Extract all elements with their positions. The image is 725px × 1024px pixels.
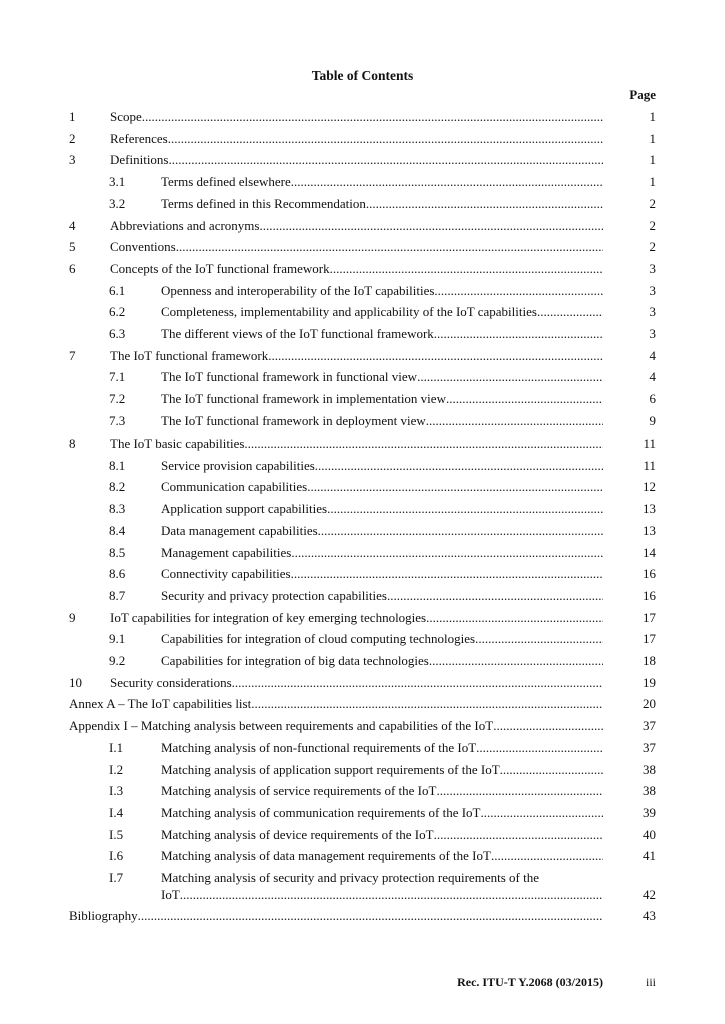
entry-title: The IoT functional framework in implementation view (161, 391, 446, 407)
entry-page: 4 (649, 347, 656, 363)
dot-leader (426, 610, 603, 626)
toc-entry-bibliography[interactable] (69, 908, 656, 930)
toc-title: Table of Contents (311, 68, 414, 83)
toc-entry[interactable] (69, 870, 656, 913)
entry-title: Data management capabilities (161, 522, 318, 538)
entry-title: Application support capabilities (161, 501, 328, 517)
toc-entry[interactable] (69, 740, 656, 762)
dot-leader (493, 718, 603, 734)
entry-title: The IoT functional framework in functional view (161, 369, 418, 385)
dot-leader (318, 523, 603, 539)
entry-page: 20 (643, 696, 656, 712)
entry-page: 3 (649, 260, 656, 276)
entry-title-continued: IoT (161, 887, 180, 902)
entry-title: Completeness, implementability and applicability of the IoT capabilities (161, 304, 537, 320)
entry-page: 14 (643, 544, 656, 560)
entry-number: 9 (69, 609, 76, 625)
entry-page: 3 (649, 326, 656, 341)
dot-leader (138, 908, 603, 924)
dot-leader (491, 848, 603, 864)
entry-number: 6.2 (109, 304, 126, 320)
entry-page: 42 (643, 887, 656, 902)
dot-leader (142, 109, 603, 125)
toc-entry[interactable] (69, 675, 656, 697)
entry-title: Connectivity capabilities (161, 566, 291, 582)
entry-title: The IoT functional framework in deployment view (161, 412, 426, 428)
dot-leader (475, 631, 603, 647)
entry-title: Security and privacy protection capabilities (161, 587, 387, 603)
dot-leader (232, 675, 603, 691)
entry-page: 1 (649, 152, 656, 168)
entry-title: Matching analysis of communication requirements of the IoT (161, 804, 481, 820)
dot-leader (426, 413, 603, 429)
dot-leader (481, 805, 604, 821)
entry-page: 1 (649, 130, 656, 146)
toc-entry[interactable] (69, 545, 656, 567)
dot-leader (476, 740, 603, 756)
entry-page: 37 (643, 739, 656, 755)
entry-title: Security considerations (110, 674, 232, 690)
entry-title: References (110, 130, 168, 146)
toc-entry[interactable] (69, 348, 656, 370)
entry-title: Capabilities for integration of cloud computing technologies (161, 631, 476, 647)
dot-leader (307, 479, 603, 495)
entry-number: 8.6 (109, 566, 126, 582)
entry-number: 4 (69, 217, 76, 233)
dot-leader (387, 588, 603, 604)
entry-number: 8 (69, 436, 76, 451)
toc-entry[interactable] (69, 566, 656, 588)
entry-number: 3.1 (109, 174, 126, 190)
dot-leader (436, 783, 603, 799)
entry-number: I.4 (109, 804, 124, 820)
entry-title: Management capabilities (161, 544, 292, 560)
dot-leader (291, 545, 603, 561)
entry-page: 39 (643, 804, 656, 820)
entry-page: 3 (649, 282, 656, 298)
entry-title: Terms defined in this Recommendation (161, 195, 366, 211)
entry-page: 9 (649, 412, 656, 428)
entry-number: 8.7 (109, 587, 126, 603)
entry-number: 6.1 (109, 282, 126, 298)
dot-leader (537, 304, 603, 320)
dot-leader (169, 152, 604, 168)
dot-leader (291, 174, 603, 190)
toc-entry[interactable] (69, 631, 656, 653)
toc-entry[interactable] (69, 805, 656, 827)
entry-page: 2 (649, 195, 656, 211)
entry-title: Bibliography (69, 908, 138, 923)
entry-page: 6 (649, 391, 656, 407)
dot-leader (330, 261, 603, 277)
toc-entry[interactable] (69, 326, 656, 348)
entry-page: 4 (649, 369, 656, 385)
entry-number: I.6 (109, 848, 124, 864)
toc-entry[interactable] (69, 783, 656, 805)
entry-page: 41 (643, 848, 656, 864)
toc-entry[interactable] (69, 653, 656, 675)
entry-number: 3.2 (109, 195, 126, 211)
entry-title: Matching analysis of data management requirements of the IoT (161, 848, 491, 864)
footer-recommendation: Rec. ITU-T Y.2068 (03/2015) (457, 975, 603, 989)
toc-entry[interactable] (69, 218, 656, 240)
toc-entry[interactable] (69, 588, 656, 610)
entry-page: 2 (649, 217, 656, 233)
entry-number: 5 (69, 239, 76, 255)
entry-page: 38 (643, 761, 656, 777)
toc-entry[interactable] (69, 610, 656, 632)
toc-entry[interactable] (69, 479, 656, 501)
toc-entry[interactable] (69, 413, 656, 435)
entry-number: I.3 (109, 783, 124, 799)
entry-page: 43 (643, 908, 656, 923)
footer-page-number: iii (645, 975, 656, 989)
dot-leader (429, 653, 603, 669)
toc-entry[interactable] (69, 827, 656, 849)
entry-title: Matching analysis of security and privacy protection requirements of the (161, 870, 539, 885)
entry-title: The IoT basic capabilities (110, 436, 245, 451)
entry-number: 3 (69, 152, 76, 168)
entry-page: 3 (649, 304, 656, 320)
entry-page: 17 (643, 631, 656, 647)
entry-page: 18 (643, 653, 656, 668)
entry-title: Appendix I – Matching analysis between requirements and capabilities of the IoT (69, 718, 494, 734)
entry-title: Annex A – The IoT capabilities list (69, 696, 252, 712)
dot-leader (180, 887, 603, 903)
entry-number: I.2 (109, 761, 124, 777)
entry-number: I.5 (109, 826, 124, 842)
entry-title: Matching analysis of application support requirements of the IoT (161, 761, 500, 777)
dot-leader (327, 501, 603, 517)
toc-entry[interactable] (69, 283, 656, 305)
entry-number: 8.3 (109, 501, 126, 517)
entry-number: 8.4 (109, 522, 126, 538)
entry-title: The different views of the IoT functional framework (161, 326, 434, 341)
entry-page: 2 (649, 239, 656, 255)
entry-number: 7 (69, 347, 76, 363)
dot-leader (291, 566, 603, 582)
dot-leader (315, 458, 603, 474)
entry-page: 40 (643, 826, 656, 842)
entry-number: 10 (69, 674, 82, 690)
entry-title: Conventions (110, 239, 176, 255)
entry-page: 11 (643, 436, 656, 451)
entry-title: Capabilities for integration of big data technologies (161, 653, 429, 668)
entry-number: 7.3 (109, 412, 126, 428)
entry-number: 9.1 (109, 631, 126, 647)
dot-leader (434, 827, 603, 843)
dot-leader (366, 196, 603, 212)
entry-title: IoT capabilities for integration of key emerging technologies (110, 609, 427, 625)
entry-page: 16 (643, 587, 656, 603)
entry-number: 6.3 (109, 326, 126, 341)
toc-entry-appendix[interactable] (69, 718, 656, 740)
entry-title: Openness and interoperability of the IoT capabilities (161, 282, 435, 298)
dot-leader (417, 369, 603, 385)
dot-leader (176, 239, 603, 255)
toc-entry[interactable] (69, 436, 656, 458)
entry-number: 2 (69, 130, 76, 146)
toc-entry[interactable] (69, 152, 656, 174)
toc-entry[interactable] (69, 391, 656, 413)
toc-entry[interactable] (69, 501, 656, 523)
entry-page: 1 (649, 174, 656, 190)
entry-number: I.7 (109, 870, 124, 885)
entry-number: 7.1 (109, 369, 126, 385)
dot-leader (500, 762, 603, 778)
toc-entry[interactable] (69, 848, 656, 870)
entry-number: 9.2 (109, 653, 126, 668)
entry-title: Concepts of the IoT functional framework (110, 260, 330, 276)
entry-page: 17 (643, 609, 656, 625)
entry-page: 13 (643, 501, 656, 517)
toc-entry[interactable] (69, 523, 656, 545)
entry-title: The IoT functional framework (110, 347, 269, 363)
entry-page: 12 (643, 479, 656, 495)
dot-leader (434, 326, 603, 342)
entry-page: 38 (643, 783, 656, 799)
entry-title: Terms defined elsewhere (161, 174, 291, 190)
toc-entry-annex[interactable] (69, 696, 656, 718)
dot-leader (446, 391, 603, 407)
dot-leader (168, 131, 603, 147)
entry-number: 8.2 (109, 479, 126, 495)
entry-title: Scope (110, 109, 142, 124)
entry-title: Matching analysis of device requirements of the IoT (161, 826, 434, 842)
toc-entry[interactable] (69, 261, 656, 283)
entry-number: 1 (69, 109, 76, 124)
entry-title: Abbreviations and acronyms (110, 217, 260, 233)
entry-page: 19 (643, 674, 656, 690)
toc-entry[interactable] (69, 196, 656, 218)
page-column-header: Page (629, 87, 656, 102)
entry-page: 16 (643, 566, 656, 582)
entry-title: Matching analysis of service requirements of the IoT (161, 783, 437, 799)
toc-entry[interactable] (69, 239, 656, 261)
entry-page: 13 (643, 522, 656, 538)
entry-number: 8.5 (109, 544, 126, 560)
entry-page: 37 (643, 718, 656, 734)
toc-entry[interactable] (69, 131, 656, 153)
dot-leader (434, 283, 603, 299)
entry-page: 1 (649, 109, 656, 124)
toc-entry[interactable] (69, 762, 656, 784)
entry-number: 6 (69, 260, 76, 276)
dot-leader (251, 696, 603, 712)
entry-title: Service provision capabilities (161, 457, 315, 473)
dot-leader (244, 436, 603, 452)
dot-leader (268, 348, 603, 364)
toc-entry[interactable] (69, 109, 656, 131)
entry-number: I.1 (109, 739, 124, 755)
dot-leader (259, 218, 603, 234)
entry-title: Communication capabilities (161, 479, 308, 495)
entry-number: 7.2 (109, 391, 126, 407)
entry-title: Definitions (110, 152, 169, 168)
toc-entry[interactable] (69, 304, 656, 326)
entry-page: 11 (643, 457, 656, 473)
entry-number: 8.1 (109, 457, 126, 473)
toc-entry[interactable] (69, 174, 656, 196)
toc-entry[interactable] (69, 369, 656, 391)
toc-entry[interactable] (69, 458, 656, 480)
entry-title: Matching analysis of non-functional requirements of the IoT (161, 739, 477, 755)
